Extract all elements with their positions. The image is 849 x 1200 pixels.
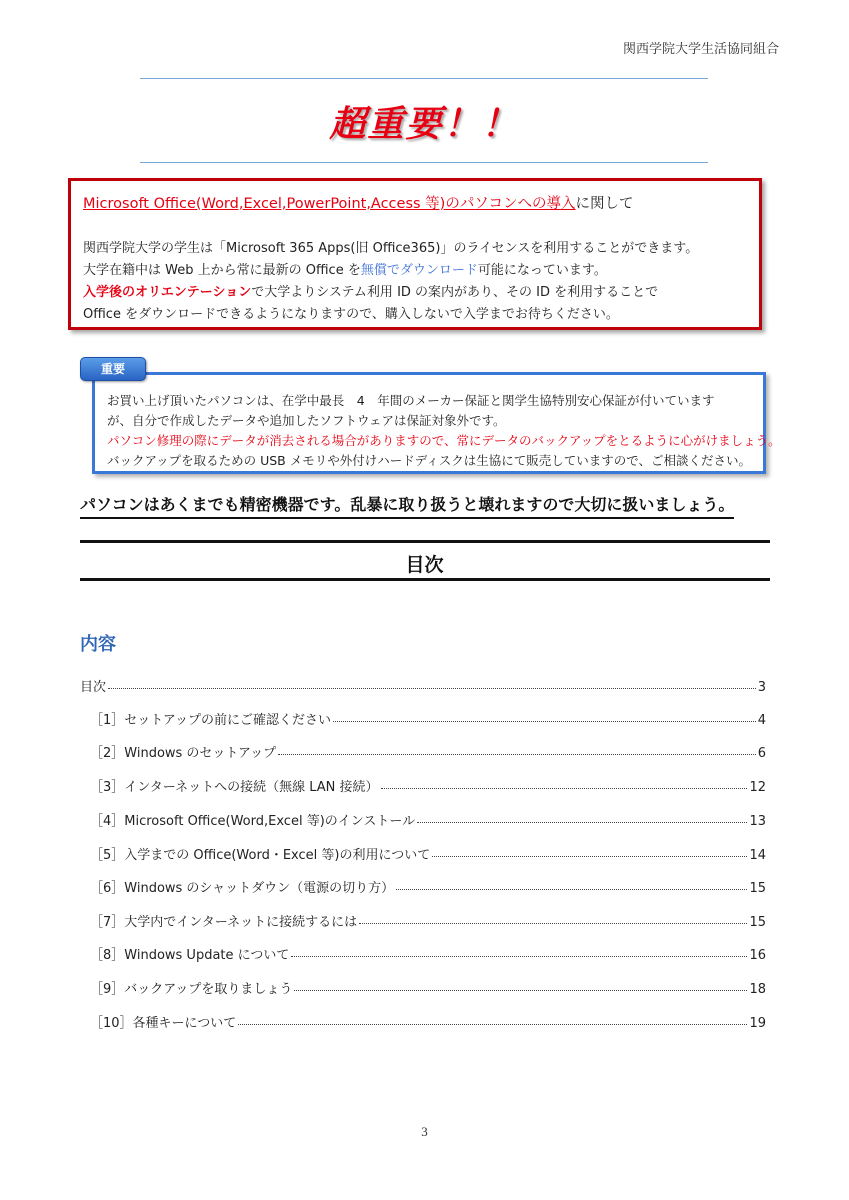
organization-name: 関西学院大学生活協同組合	[622, 42, 779, 57]
toc-entry[interactable]	[90, 709, 766, 728]
toc-entry-label: ［3］インターネットへの接続（無線 LAN 接続）	[90, 780, 379, 795]
notice-line-2-end: 可能になっています。	[477, 263, 607, 278]
notice-download-text: ダウンロード	[399, 263, 478, 278]
important-line-3: パソコン修理の際にデータが消去される場合がありますので、常にデータのバックアップをとるように心がけましょう。	[107, 433, 781, 448]
toc-entry[interactable]	[90, 1012, 766, 1031]
toc-entry-label: ［10］各種キーについて	[90, 1016, 237, 1031]
toc-entry-label: ［4］Microsoft Office(Word,Excel 等)のインストール	[90, 814, 416, 829]
toc-entry[interactable]	[90, 911, 766, 930]
toc-entry-page: 6	[757, 746, 766, 761]
toc-entry-label: ［7］大学内でインターネットに接続するには	[90, 915, 358, 930]
toc-entry-page: 15	[749, 915, 766, 930]
office-notice-heading-link: Microsoft Office(Word,Excel,PowerPoint,Access 等)のパソコンへの導入	[83, 196, 576, 212]
toc-leader-dots	[294, 990, 747, 991]
toc-entry-page: 13	[749, 814, 766, 829]
toc-entry-page: 18	[749, 982, 766, 997]
notice-de-text: で	[386, 263, 400, 278]
office-notice-heading-suffix: に関して	[575, 196, 634, 212]
notice-line-3-rest: で大学よりシステム利用 ID の案内があり、その ID を利用することで	[251, 285, 659, 300]
important-line-4: バックアップを取るための USB メモリや外付けハードディスクは生協にて販売していますので、ご相談ください。	[107, 453, 751, 468]
notice-orientation-text: 入学後のオリエンテーション	[83, 285, 252, 300]
toc-entry[interactable]	[90, 742, 766, 761]
office-notice-heading	[83, 192, 634, 213]
page-number: 3	[421, 1124, 428, 1139]
toc-leader-dots	[108, 688, 756, 689]
toc-title: 目次	[405, 554, 444, 576]
toc-leader-dots	[432, 856, 747, 857]
toc-entry[interactable]	[90, 978, 766, 997]
important-box	[92, 372, 781, 474]
notice-line-2	[83, 259, 607, 278]
contents-heading: 内容	[80, 634, 116, 655]
notice-line-4: Office をダウンロードできるようになりますので、購入しないで入学までお待ちください。	[83, 307, 619, 322]
toc-entry[interactable]	[90, 944, 766, 963]
toc-leader-dots	[291, 956, 747, 957]
toc-entry-page: 3	[757, 680, 766, 695]
toc-leader-dots	[381, 788, 748, 789]
toc-entry-page: 14	[749, 848, 766, 863]
toc-leader-dots	[278, 754, 756, 755]
important-tag: 重要	[80, 357, 146, 381]
toc-entry[interactable]	[90, 844, 766, 863]
toc-entry-page: 16	[749, 948, 766, 963]
toc-entry[interactable]	[90, 776, 766, 795]
important-line-2: が、自分で作成したデータや追加したソフトウェアは保証対象外です。	[107, 413, 506, 428]
toc-entry-label: ［1］セットアップの前にご確認ください	[90, 713, 331, 728]
toc-bottom-rule	[80, 578, 770, 581]
toc-entry-label: ［5］入学までの Office(Word・Excel 等)の利用について	[90, 848, 431, 863]
toc-entry-page: 15	[749, 881, 766, 896]
toc-top-rule	[80, 540, 770, 543]
toc-leader-dots	[396, 889, 747, 890]
important-line-1: お買い上げ頂いたパソコンは、在学中最長 4 年間のメーカー保証と関学生協特別安心保証が付いています	[107, 393, 715, 408]
toc-entry-label: ［9］バックアップを取りましょう	[90, 982, 293, 997]
toc-leader-dots	[238, 1024, 747, 1025]
notice-line-1: 関西学院大学の学生は「Microsoft 365 Apps(旧 Office365)」のライセンスを利用することができます。	[83, 241, 699, 256]
toc-entry-page: 19	[749, 1016, 766, 1031]
toc-entry-label: ［2］Windows のセットアップ	[90, 746, 277, 761]
notice-line-2-start: 大学在籍中は Web 上から常に最新の Office を	[83, 263, 361, 278]
toc-entry-label: ［8］Windows Update について	[90, 948, 290, 963]
page-title: 超重要！！	[329, 104, 520, 145]
toc-entry[interactable]	[90, 877, 766, 896]
title-bottom-rule	[140, 162, 708, 163]
toc-entry[interactable]	[90, 810, 766, 829]
toc-entry-label: 目次	[80, 680, 107, 695]
notice-line-3	[83, 281, 658, 300]
toc-leader-dots	[359, 923, 747, 924]
toc-entry-page: 12	[749, 780, 766, 795]
toc-leader-dots	[417, 822, 747, 823]
handling-warning: パソコンはあくまでも精密機器です。乱暴に取り扱うと壊れますので大切に扱いましょう。	[80, 492, 734, 519]
notice-free-text: 無償	[360, 263, 387, 278]
toc-leader-dots	[333, 721, 756, 722]
toc-entry-page: 4	[757, 713, 766, 728]
toc-entry-label: ［6］Windows のシャットダウン（電源の切り方）	[90, 881, 395, 896]
office-notice-box	[68, 178, 762, 330]
toc-entry[interactable]	[80, 676, 766, 695]
title-top-rule	[140, 78, 708, 79]
